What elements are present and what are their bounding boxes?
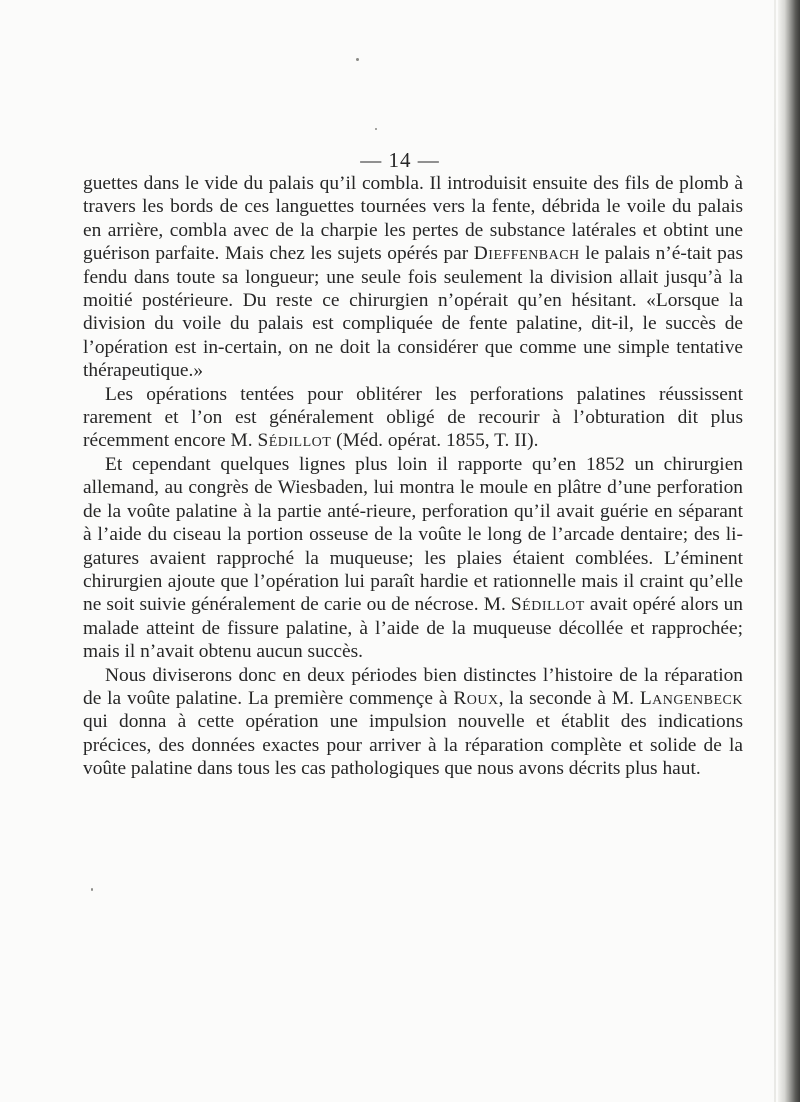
author-name: Roux bbox=[453, 687, 499, 709]
text-segment: (Méd. opérat. 1855, T. II). bbox=[331, 430, 539, 452]
paragraph bbox=[83, 664, 743, 781]
author-name: Sédillot bbox=[510, 594, 585, 616]
author-name: Langenbeck bbox=[639, 687, 743, 709]
body-text bbox=[83, 172, 743, 781]
paragraph bbox=[83, 383, 743, 453]
author-name: Dieffenbach bbox=[473, 243, 580, 265]
text-segment: Nous diviserons donc en deux périodes bien distinctes l’histoire de la réparation de la voûte palatine. La première commençe à bbox=[83, 664, 743, 709]
text-segment: Et cependant quelques lignes plus loin il rapporte qu’en 1852 un chirurgien allemand, au congrès de Wiesbaden, lui montra le moule en plâtre d’une perforation de la voûte palatine à la partie anté-rieure, perforation qu’il avait guérie en séparant à l’aide du ciseau la portion osseuse de la voûte le long de l’arcade dentaire; des li-gatures avaient rapproché la muqueuse; les plaies étaient comblées. L’éminent chirurgien ajoute que l’opération lui paraît hardie et rationnelle mais il craint qu’elle ne soit suivie généralement de carie ou de nécrose. M. bbox=[83, 453, 743, 616]
text-segment: guettes dans le vide du palais qu’il combla. Il introduisit ensuite des fils de plomb à travers les bords de ces languettes tournées vers la fente, débrida le voile du palais en arrière, combla avec de la charpie les pertes de substance latérales et obtint une guérison parfaite. Mais chez les sujets opérés par bbox=[83, 173, 743, 265]
text-segment: qui donna à cette opération une impulsion nouvelle et établit des indications précices, des données exactes pour arriver à la réparation complète et solide de la voûte palatine dans tous les cas pathologiques que nous avons décrits plus haut. bbox=[83, 711, 743, 780]
text-segment: Les opérations tentées pour oblitérer les perforations palatines réussissent rarement et l’on est généralement obligé de recourir à l’obturation dit plus récemment encore M. bbox=[83, 383, 743, 452]
text-segment: avait opéré alors un malade atteint de fissure palatine, à l’aide de la muqueuse décollée et rapprochée; mais il n’avait obtenu aucun succès. bbox=[83, 594, 743, 663]
ink-speck bbox=[375, 128, 377, 130]
paragraph bbox=[83, 172, 743, 383]
text-segment: , la seconde à M. bbox=[498, 687, 640, 709]
ink-speck bbox=[91, 888, 93, 891]
text-segment: le palais n’é-tait pas fendu dans toute sa longueur; une seule fois seulement la division allait jusqu’à la moitié postérieure. Du reste ce chirurgien n’opérait qu’en hésitant. «Lorsque la division du voile du palais est compliquée de fente palatine, dit-il, le succès de l’opération est in-certain, on ne doit la considérer que comme une simple tentative thérapeutique.» bbox=[83, 243, 744, 382]
paragraph bbox=[83, 453, 743, 664]
ink-speck bbox=[356, 58, 359, 61]
author-name: Sédillot bbox=[257, 430, 332, 452]
page-number: — 14 — bbox=[360, 148, 440, 172]
